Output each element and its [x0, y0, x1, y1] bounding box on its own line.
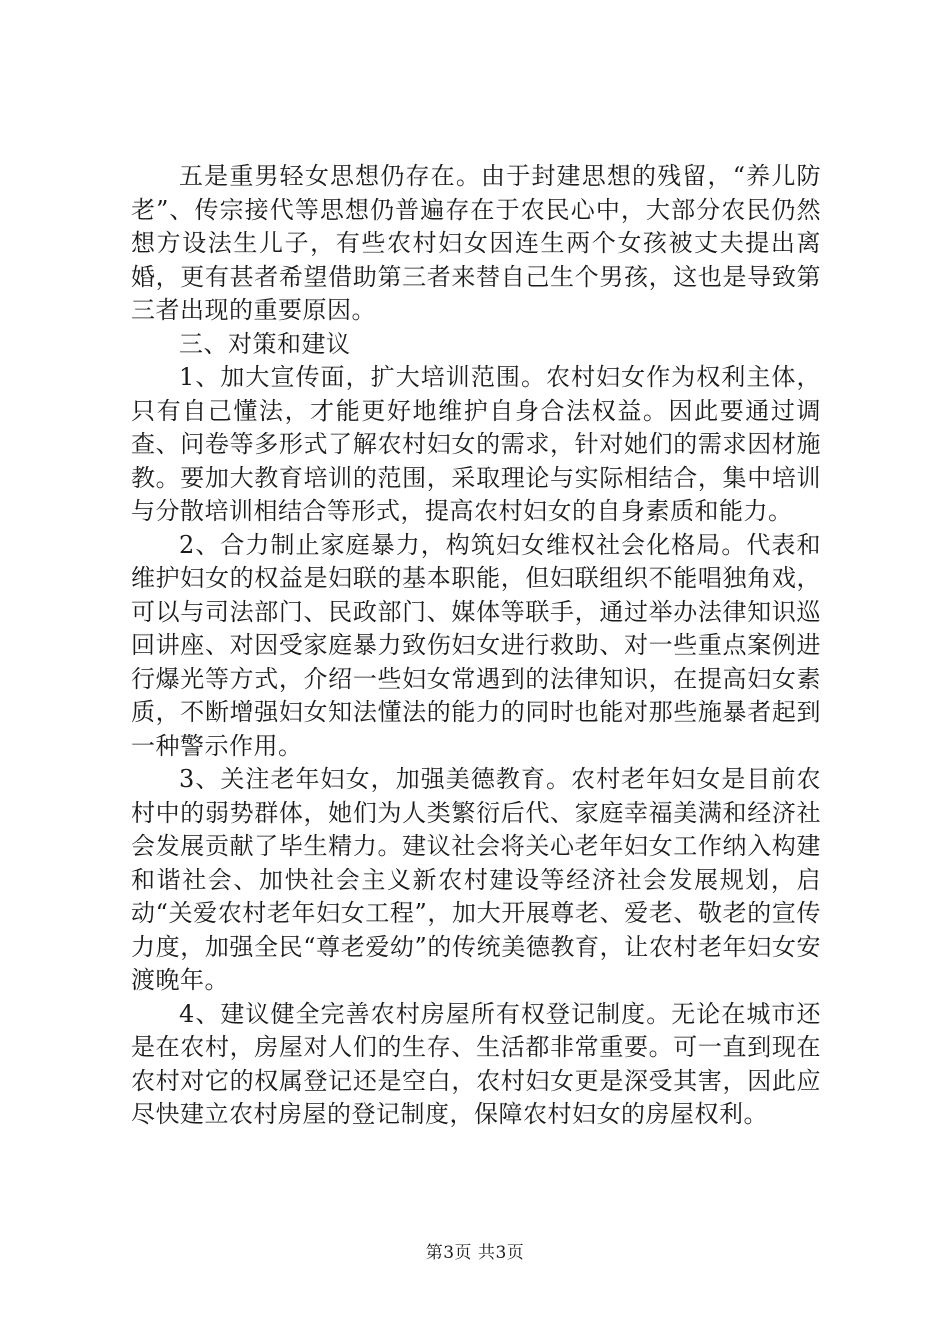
section-heading-countermeasures: 三、对策和建议	[179, 329, 351, 358]
document-body	[131, 160, 821, 1132]
paragraph-measure-2: 2、合力制止家庭暴力，构筑妇女维权社会化格局。代表和维护妇女的权益是妇联的基本职能，但妇联组织不能唱独角戏，可以与司法部门、民政部门、媒体等联手，通过举办法律知识巡回讲座、对因受家庭暴力致伤妇女进行救助、对一些重点案例进行爆光等方式，介绍一些妇女常遇到的法律知识，在提高妇女素质，不断增强妇女知法懂法的能力的同时也能对那些施暴者起到一种警示作用。	[131, 530, 821, 760]
page-number-footer: 第3页 共3页	[425, 1243, 525, 1263]
paragraph-preference-for-sons: 五是重男轻女思想仍存在。由于封建思想的残留，“养儿防老”、传宗接代等思想仍普遍存在于农民心中，大部分农民仍然想方设法生儿子，有些农村妇女因连生两个女孩被丈夫提出离婚，更有甚者希望借助第三者来替自己生个男孩，这也是导致第三者出现的重要原因。	[131, 162, 821, 324]
paragraph-measure-3: 3、关注老年妇女，加强美德教育。农村老年妇女是目前农村中的弱势群体，她们为人类繁衍后代、家庭幸福美满和经济社会发展贡献了毕生精力。建议社会将关心老年妇女工作纳入构建和谐社会、加快社会主义新农村建设等经济社会发展规划，启动“关爱农村老年妇女工程”，加大开展尊老、爱老、敬老的宣传力度，加强全民“尊老爱幼”的传统美德教育，让农村老年妇女安渡晚年。	[131, 765, 821, 994]
paragraph-measure-4: 4、建议健全完善农村房屋所有权登记制度。无论在城市还是在农村，房屋对人们的生存、生活都非常重要。可一直到现在农村对它的权属登记还是空白，农村妇女更是深受其害，因此应尽快建立农村房屋的登记制度，保障农村妇女的房屋权利。	[131, 999, 821, 1128]
paragraph-measure-1: 1、加大宣传面，扩大培训范围。农村妇女作为权利主体，只有自己懂法，才能更好地维护自身合法权益。因此要通过调查、问卷等多形式了解农村妇女的需求，针对她们的需求因材施教。要加大教育培训的范围，采取理论与实际相结合，集中培训与分散培训相结合等形式，提高农村妇女的自身素质和能力。	[131, 363, 821, 525]
